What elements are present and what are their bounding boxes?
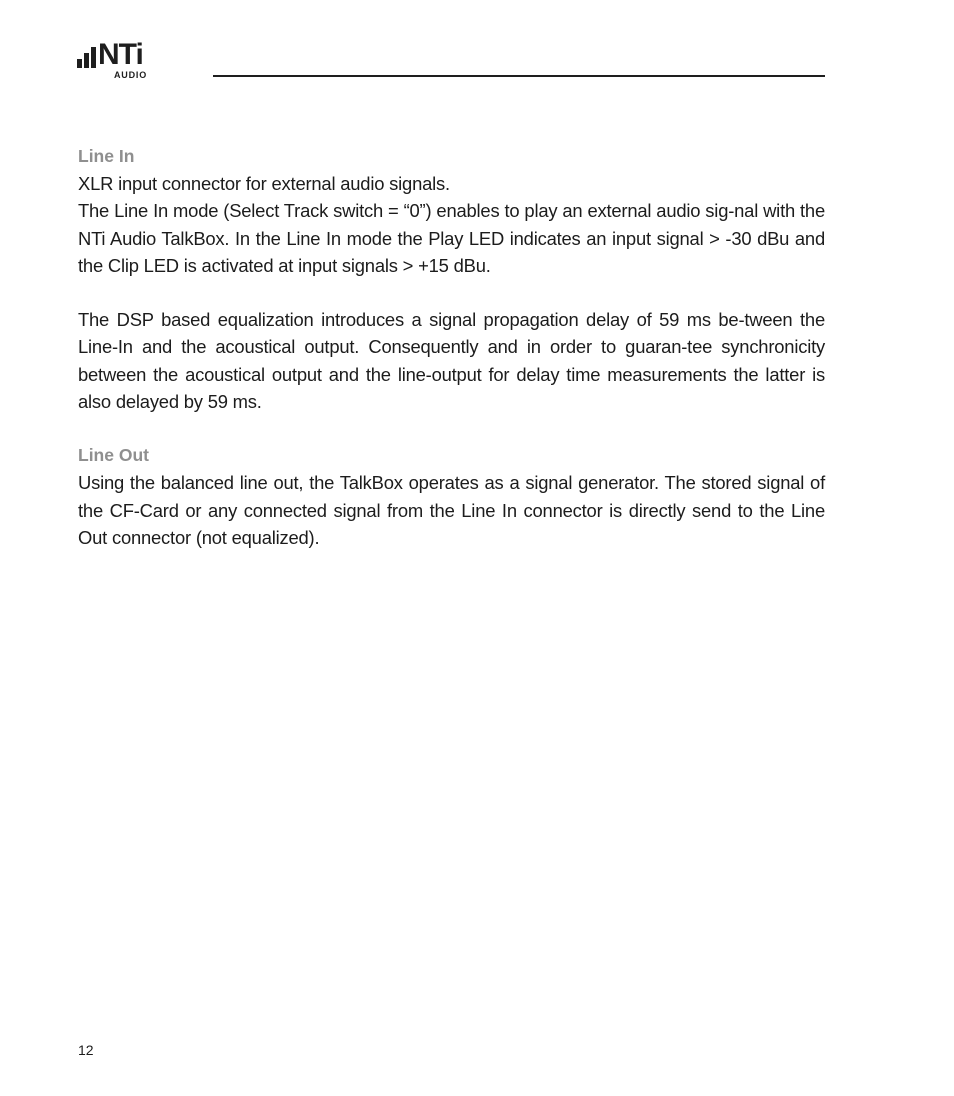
paragraph: The DSP based equalization introduces a signal propagation delay of 59 ms be-tween the Line-In and the acoustical output. Consequently and in order to guaran-tee synchronicity between the acoustical output and the line-output for delay time measurements the latter is also delayed by 59 ms. bbox=[78, 309, 825, 412]
paragraph: Using the balanced line out, the TalkBox operates as a signal generator. The stored signal of the CF-Card or any connected signal from the Line In connector is directly send to the Line Out connector (not equalized). bbox=[78, 472, 825, 548]
logo-bars-icon bbox=[77, 44, 97, 68]
nti-audio-logo bbox=[77, 38, 167, 80]
section-heading: Line Out bbox=[78, 445, 149, 466]
logo-wordmark: NTi bbox=[98, 38, 143, 71]
paragraph: XLR input connector for external audio signals. bbox=[78, 173, 450, 195]
paragraph: The Line In mode (Select Track switch = “0”) enables to play an external audio sig-nal with the NTi Audio TalkBox. In the Line In mode the Play LED indicates an input signal > -30 dBu and the Clip LED is activated at input signals > +15 dBu. bbox=[78, 200, 825, 276]
header-divider bbox=[213, 75, 825, 77]
page-number: 12 bbox=[78, 1042, 94, 1058]
section-heading: Line In bbox=[78, 146, 135, 166]
section-line-out bbox=[78, 442, 825, 551]
section-line-in bbox=[78, 143, 825, 415]
logo-subtext: AUDIO bbox=[114, 70, 147, 80]
document-body bbox=[78, 143, 825, 551]
